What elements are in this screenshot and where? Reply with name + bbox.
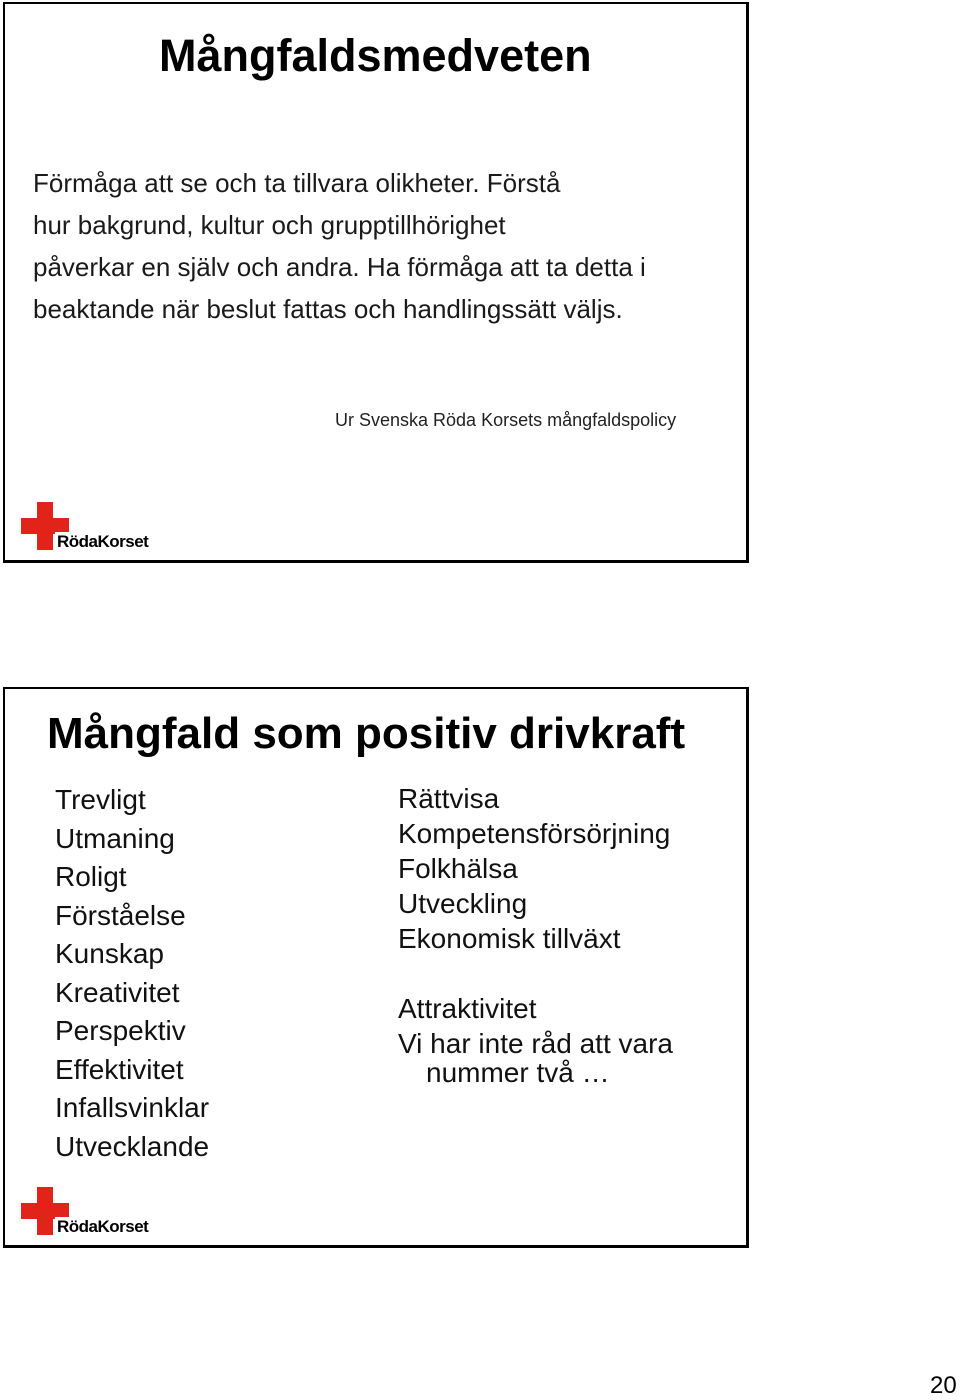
slide-mangfaldsmedveten (3, 2, 749, 563)
left-list (55, 781, 209, 1166)
list-item: Folkhälsa (398, 853, 518, 884)
list-item: Attraktivitet (398, 993, 537, 1024)
logo-wordmark: RödaKorset (57, 532, 149, 551)
list-item: Vi har inte råd att vara (398, 1028, 673, 1059)
logo-wordmark: RödaKorset (57, 1217, 149, 1236)
page-number: 20 (930, 1372, 957, 1399)
source-citation: Ur Svenska Röda Korsets mångfaldspolicy (335, 410, 677, 430)
list-item: Kunskap (55, 938, 164, 969)
paragraph-line: påverkar en själv och andra. Ha förmåga att ta detta i (33, 252, 646, 282)
list-item: Utvecklande (55, 1130, 210, 1162)
list-spacer (398, 956, 673, 991)
paragraph-line: hur bakgrund, kultur och grupptillhörighet (33, 210, 506, 240)
list-item: Roligt (55, 861, 127, 892)
list-item: Perspektiv (55, 1015, 186, 1046)
right-list (398, 781, 673, 1088)
list-item: Kreativitet (55, 976, 180, 1008)
list-item: Kompetensförsörjning (398, 818, 671, 849)
list-item: Ekonomisk tillväxt (398, 923, 621, 954)
list-item: Trevligt (55, 784, 146, 815)
slide-title: Mångfald som positiv drivkraft (47, 709, 686, 758)
roda-korset-logo (21, 502, 151, 552)
list-item: Utveckling (398, 888, 528, 919)
list-item: Utmaning (55, 822, 175, 854)
definition-paragraph (33, 162, 733, 330)
slide-mangfald-drivkraft (3, 687, 749, 1248)
paragraph-line: Förmåga att se och ta tillvara olikheter. Förstå (33, 168, 561, 198)
list-item-continuation: nummer två … (426, 1057, 610, 1088)
list-item: Infallsvinklar (55, 1092, 210, 1123)
slide-title: Mångfaldsmedveten (159, 30, 592, 81)
roda-korset-logo (21, 1187, 151, 1237)
paragraph-line: beaktande när beslut fattas och handlingssätt väljs. (33, 294, 623, 324)
list-item: Förståelse (55, 899, 186, 931)
list-item: Effektivitet (55, 1053, 184, 1085)
list-item: Rättvisa (398, 783, 500, 814)
